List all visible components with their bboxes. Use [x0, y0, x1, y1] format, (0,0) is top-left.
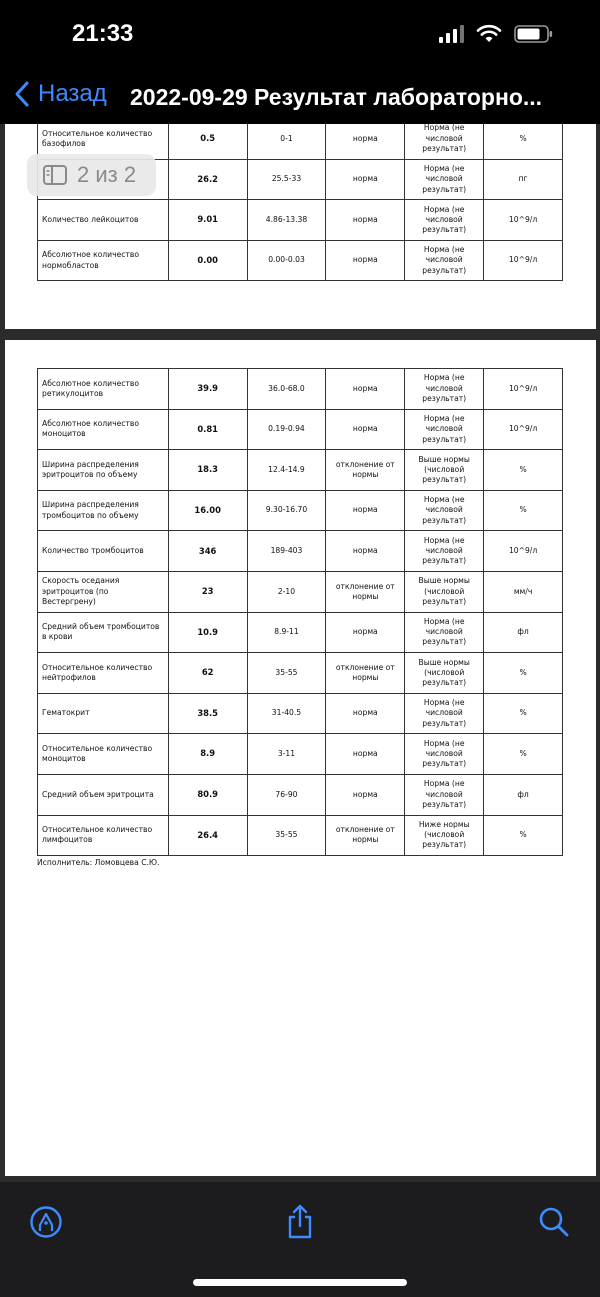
cell-status: норма: [326, 490, 405, 531]
cell-interpretation: Норма (не числовой результат): [405, 124, 484, 159]
table-row: [38, 653, 563, 694]
document-title: 2022-09-29 Результат лабораторно...: [130, 84, 543, 110]
cell-interpretation: Норма (не числовой результат): [405, 693, 484, 734]
cell-result-value: 0.00: [168, 240, 247, 281]
cell-interpretation: Норма (не числовой результат): [405, 774, 484, 815]
table-row: [38, 240, 563, 281]
cell-test-name: Относительное количество моноцитов: [38, 734, 169, 775]
table-row: [38, 450, 563, 491]
cell-status: норма: [326, 369, 405, 410]
cell-test-name: Относительное количество лимфоцитов: [38, 815, 169, 856]
cell-interpretation: Норма (не числовой результат): [405, 490, 484, 531]
cell-unit: фл: [484, 612, 563, 653]
cell-unit: %: [484, 734, 563, 775]
markup-button[interactable]: [26, 1202, 66, 1242]
cell-reference-range: 35-55: [247, 815, 326, 856]
cell-interpretation: Выше нормы (числовой результат): [405, 571, 484, 612]
cell-reference-range: 0.00-0.03: [247, 240, 326, 281]
cell-result-value: 0.81: [168, 409, 247, 450]
cell-reference-range: 189-403: [247, 531, 326, 572]
cell-reference-range: 35-55: [247, 653, 326, 694]
table-row: [38, 815, 563, 856]
cell-status: норма: [326, 734, 405, 775]
search-button[interactable]: [534, 1202, 574, 1242]
cell-result-value: 38.5: [168, 693, 247, 734]
table-row: [38, 409, 563, 450]
cell-test-name: Относительное количество базофилов: [38, 124, 169, 159]
cell-test-name: Количество тромбоцитов: [38, 531, 169, 572]
cell-result-value: 8.9: [168, 734, 247, 775]
cell-interpretation: Норма (не числовой результат): [405, 240, 484, 281]
cell-unit: %: [484, 450, 563, 491]
cell-test-name: Средний объем тромбоцитов в крови: [38, 612, 169, 653]
table-row: [38, 531, 563, 572]
cell-result-value: 346: [168, 531, 247, 572]
back-label: Назад: [38, 80, 107, 107]
cell-reference-range: 0.19-0.94: [247, 409, 326, 450]
cell-reference-range: 0-1: [247, 124, 326, 159]
cell-unit: 10^9/л: [484, 369, 563, 410]
table-row: [38, 774, 563, 815]
cell-test-name: Скорость оседания эритроцитов (по Вестергрену): [38, 571, 169, 612]
cell-result-value: 0.5: [168, 124, 247, 159]
cell-reference-range: 8.9-11: [247, 612, 326, 653]
cell-status: норма: [326, 774, 405, 815]
cell-test-name: Гематокрит: [38, 693, 169, 734]
status-bar: [0, 0, 600, 72]
cell-result-value: 26.4: [168, 815, 247, 856]
cell-status: норма: [326, 531, 405, 572]
cell-interpretation: Норма (не числовой результат): [405, 200, 484, 241]
lab-results-table-page-1: [37, 124, 563, 281]
cell-unit: 10^9/л: [484, 240, 563, 281]
cell-unit: %: [484, 490, 563, 531]
cell-interpretation: Норма (не числовой результат): [405, 159, 484, 200]
cell-interpretation: Норма (не числовой результат): [405, 612, 484, 653]
status-icons: [439, 24, 554, 44]
table-row: [38, 369, 563, 410]
cell-interpretation: Норма (не числовой результат): [405, 531, 484, 572]
cell-interpretation: Ниже нормы (числовой результат): [405, 815, 484, 856]
share-icon: [285, 1204, 315, 1240]
home-indicator: [193, 1279, 407, 1286]
cell-reference-range: 4.86-13.38: [247, 200, 326, 241]
cell-reference-range: 25.5-33: [247, 159, 326, 200]
document-page-2: [5, 340, 596, 1176]
cell-status: отклонение от нормы: [326, 450, 405, 491]
navigation-bar: [0, 72, 600, 124]
cell-status: норма: [326, 200, 405, 241]
cell-status: отклонение от нормы: [326, 815, 405, 856]
cell-reference-range: 3-11: [247, 734, 326, 775]
cell-result-value: 39.9: [168, 369, 247, 410]
cell-unit: пг: [484, 159, 563, 200]
cell-unit: 10^9/л: [484, 409, 563, 450]
cell-reference-range: 9.30-16.70: [247, 490, 326, 531]
markup-pen-icon: [29, 1205, 63, 1239]
cell-reference-range: 2-10: [247, 571, 326, 612]
cell-unit: фл: [484, 774, 563, 815]
cell-test-name: Относительное количество нейтрофилов: [38, 653, 169, 694]
cell-test-name: Средний объем эритроцита: [38, 774, 169, 815]
cell-result-value: 23: [168, 571, 247, 612]
cell-result-value: 9.01: [168, 200, 247, 241]
cell-test-name: Абсолютное количество ретикулоцитов: [38, 369, 169, 410]
cell-test-name: Ширина распределения тромбоцитов по объему: [38, 490, 169, 531]
cell-unit: 10^9/л: [484, 200, 563, 241]
share-button[interactable]: [280, 1202, 320, 1242]
cell-status: норма: [326, 409, 405, 450]
cell-result-value: 18.3: [168, 450, 247, 491]
table-row: [38, 200, 563, 241]
cell-unit: %: [484, 815, 563, 856]
cell-status: норма: [326, 124, 405, 159]
chevron-left-icon: [14, 80, 30, 108]
cell-unit: %: [484, 653, 563, 694]
cell-interpretation: Выше нормы (числовой результат): [405, 653, 484, 694]
cell-interpretation: Норма (не числовой результат): [405, 734, 484, 775]
table-row: [38, 490, 563, 531]
cell-result-value: 26.2: [168, 159, 247, 200]
cell-test-name: Абсолютное количество нормобластов: [38, 240, 169, 281]
cell-unit: %: [484, 693, 563, 734]
cell-interpretation: Норма (не числовой результат): [405, 409, 484, 450]
cell-reference-range: 76-90: [247, 774, 326, 815]
cell-unit: %: [484, 124, 563, 159]
page-indicator-label: 2 из 2: [77, 162, 137, 187]
table-row: [38, 612, 563, 653]
cell-status: норма: [326, 693, 405, 734]
search-icon: [538, 1206, 570, 1238]
back-button[interactable]: [14, 80, 107, 108]
cell-test-name: Количество лейкоцитов: [38, 200, 169, 241]
cell-test-name: Абсолютное количество моноцитов: [38, 409, 169, 450]
cell-unit: 10^9/л: [484, 531, 563, 572]
cell-status: норма: [326, 240, 405, 281]
cell-reference-range: 12.4-14.9: [247, 450, 326, 491]
cell-status: отклонение от нормы: [326, 653, 405, 694]
sidebar-icon: [43, 165, 67, 185]
table-row: [38, 571, 563, 612]
table-row: [38, 734, 563, 775]
cell-status: норма: [326, 612, 405, 653]
battery-icon: [514, 24, 554, 44]
cell-result-value: 16.00: [168, 490, 247, 531]
cell-interpretation: Норма (не числовой результат): [405, 369, 484, 410]
status-time: 21:33: [72, 20, 134, 47]
cellular-signal-icon: [439, 25, 464, 43]
cell-interpretation: Выше нормы (числовой результат): [405, 450, 484, 491]
cell-reference-range: 36.0-68.0: [247, 369, 326, 410]
table-row: [38, 693, 563, 734]
cell-test-name: Ширина распределения эритроцитов по объему: [38, 450, 169, 491]
lab-results-table-page-2: [37, 368, 563, 856]
document-viewer[interactable]: [0, 124, 600, 1182]
page-indicator: [27, 154, 156, 196]
cell-result-value: 80.9: [168, 774, 247, 815]
cell-result-value: 62: [168, 653, 247, 694]
cell-unit: мм/ч: [484, 571, 563, 612]
cell-status: отклонение от нормы: [326, 571, 405, 612]
executor-signature: Исполнитель: Ломовцева С.Ю.: [37, 858, 160, 867]
cell-reference-range: 31-40.5: [247, 693, 326, 734]
wifi-icon: [476, 24, 502, 44]
cell-status: норма: [326, 159, 405, 200]
cell-result-value: 10.9: [168, 612, 247, 653]
